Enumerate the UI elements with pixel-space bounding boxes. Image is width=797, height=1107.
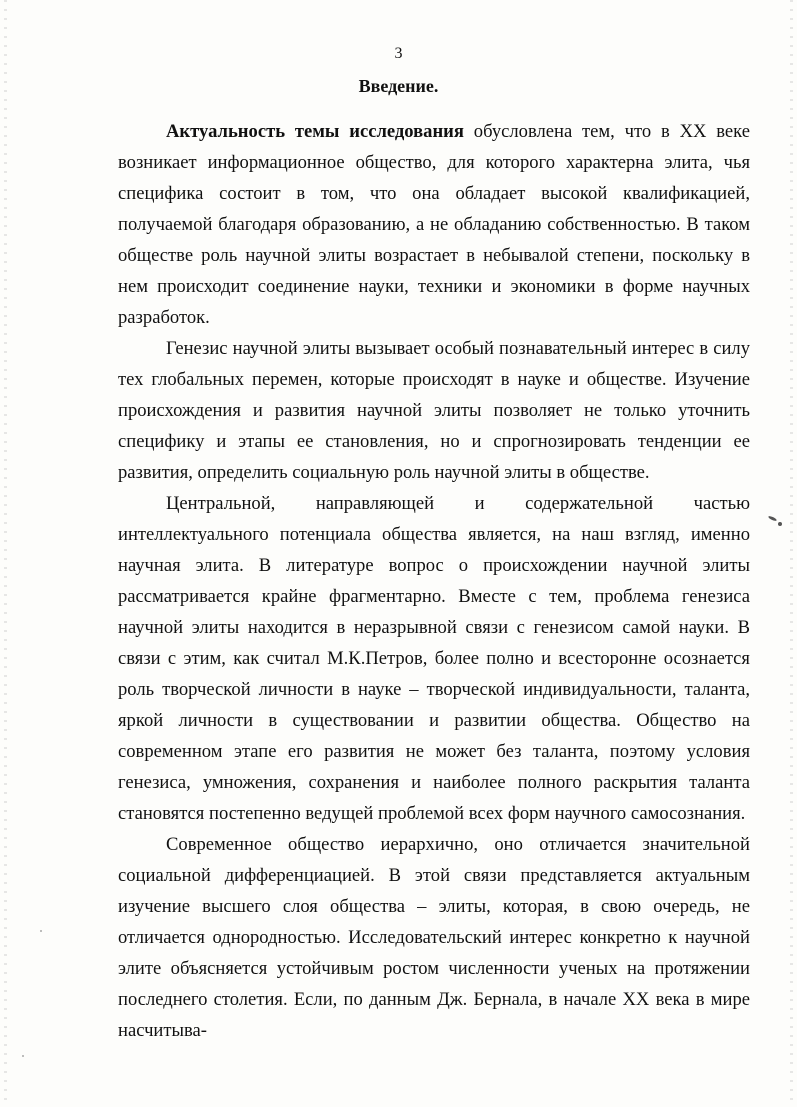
paragraph-text: Генезис научной элиты вызывает особый познавательный интерес в силу тех глобальных перемен, которые происходят в науке и обществе. Изучение происхождения и развития научной элиты позволяет не только уточнить специфику и этапы ее становления, но и спрогнозировать тенденции ее развития, определить социальную роль научной элиты в обществе. [118,338,750,483]
paragraph-potential [118,488,750,829]
page-number: 3 [394,45,403,62]
scan-speck [768,515,777,522]
scan-speck [778,522,782,526]
scan-edge-right [790,0,793,1107]
paragraph-relevance [118,116,750,333]
scan-speck [40,930,42,932]
paragraph-hierarchy [118,829,750,1046]
section-heading: Введение. [358,76,439,96]
body-text [118,116,750,1046]
paragraph-text: Современное общество иерархично, оно отличается значительной социальной дифференциацией. В этой связи представляется актуальным изучение высшего слоя общества – элиты, которая, в свою очередь, не отличается однородностью. Исследовательский интерес конкретно к научной элите объясняется устойчивым ростом численности ученых на протяжении последнего столетия. Если, по данным Дж. Бернала, в начале XX века в мире насчитыва- [118,834,750,1041]
scan-speck [22,1055,24,1057]
paragraph-text: обусловлена тем, что в XX веке возникает информационное общество, для которого характерна элита, чья специфика состоит в том, что она обладает высокой квалификацией, получаемой благодаря образованию, а не обладанию собственностью. В таком обществе роль научной элиты возрастает в небывалой степени, поскольку в нем происходит соединение науки, техники и экономики в форме научных разработок. [118,121,751,328]
paragraph-lead: Актуальность темы исследования [166,121,464,142]
paragraph-text: Центральной, направляющей и содержательной частью интеллектуального потенциала общества является, на наш взгляд, именно научная элита. В литературе вопрос о происхождении научной элиты рассматривается крайне фрагментарно. Вместе с тем, проблема генезиса научной элиты находится в неразрывной связи с генезисом самой науки. В связи с этим, как считал М.К.Петров, более полно и всесторонне осознается роль творческой личности в науке – творческой индивидуальности, таланта, яркой личности в существовании и развитии общества. Общество на современном этапе его развития не может без таланта, поэтому условия генезиса, умножения, сохранения и наиболее полного раскрытия таланта становятся постепенно ведущей проблемой всех форм научного самосознания. [118,493,750,824]
paragraph-genesis [118,333,750,488]
scan-edge-left [4,0,7,1107]
